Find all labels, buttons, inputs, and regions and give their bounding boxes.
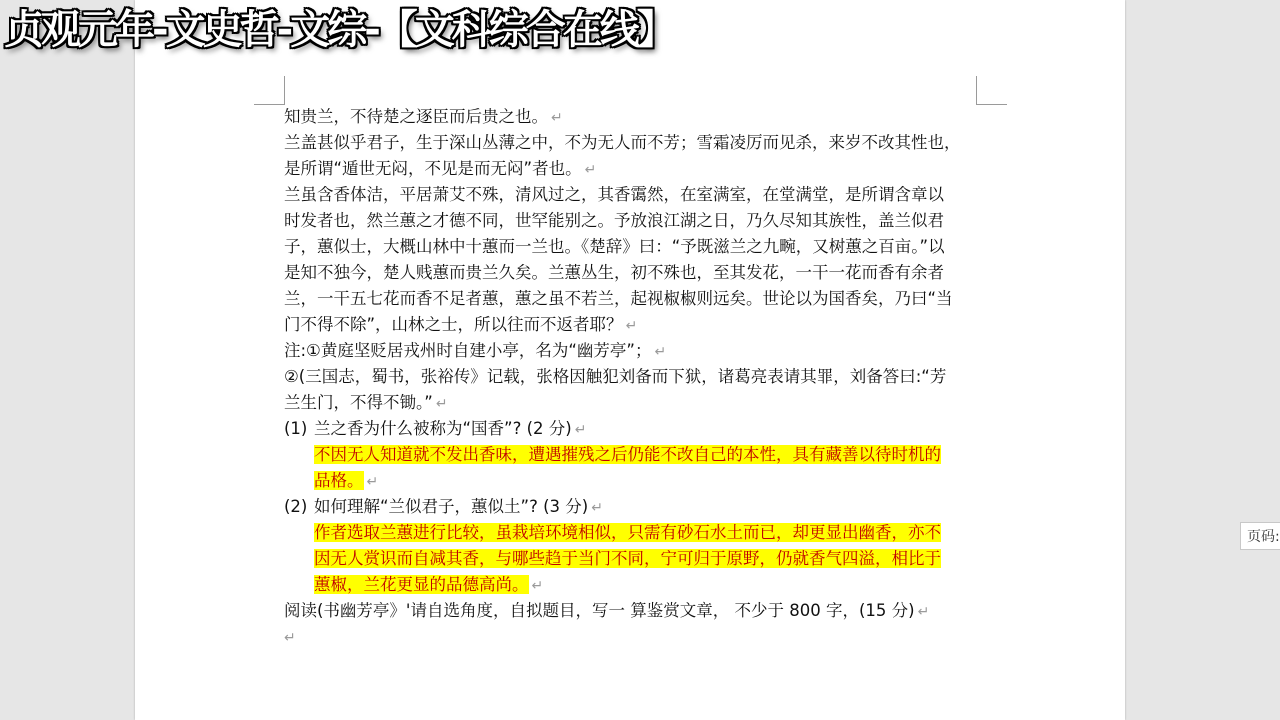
paragraph-mark-icon: ↵ <box>917 604 930 620</box>
question-text: 如何理解“兰似君子，蕙似土”? (3 分) <box>314 497 589 516</box>
paragraph-mark-icon: ↵ <box>591 500 603 516</box>
text-line: 是知不独今，楚人贱蕙而贵兰久矣。兰蕙丛生，初不殊也，至其发花，一干一花而香有余者 <box>284 263 944 282</box>
highlighted-answer: 作者选取兰蕙进行比较，虽栽培环境相似，只需有砂石水土而已，却更显出幽香，亦不 <box>314 523 941 542</box>
paragraph-mark-icon: ↵ <box>584 162 597 178</box>
paragraph-mark-icon: ↵ <box>625 318 638 334</box>
text-line: 兰，一干五七花而香不足者蕙，蕙之虽不若兰，起视椒椒则远矣。世论以为国香矣，乃曰“当 <box>284 289 953 308</box>
paragraph-mark-icon: ↵ <box>531 578 544 594</box>
text-line: 兰虽含香体洁，平居萧艾不殊，清风过之，其香霭然，在室满室，在堂满堂，是所谓含章以 <box>284 185 944 204</box>
text-line: 知贵兰，不待楚之逐臣而后贵之也。 ↵ <box>284 107 563 126</box>
paragraph-mark-icon: ↵ <box>284 630 296 646</box>
question-number: (2) <box>284 497 308 516</box>
channel-watermark: 贞观元年-文史哲-文综-【文科综合在线】 <box>4 7 674 53</box>
highlighted-answer: 品格。 <box>314 471 364 490</box>
document-body[interactable] <box>284 104 976 650</box>
paragraph-mark-icon: ↵ <box>574 422 587 438</box>
question-text: 兰之香为什么被称为“国香”? (2 分) <box>314 419 572 438</box>
paragraph-mark-icon: ↵ <box>654 344 667 360</box>
text-line: 注:①黄庭坚贬居戎州时自建小亭，名为“幽芳亭”； ↵ <box>284 341 667 360</box>
text-line: 时发者也，然兰蕙之才德不同，世罕能别之。予放浪江湖之日，乃久尽知其族性，盖兰似君 <box>284 211 944 230</box>
writing-prompt: 阅读(书幽芳亭》'请自选角度，自拟题目，写一 算鉴赏文章， 不少于 800 字，(15 分) ↵ <box>284 601 930 620</box>
question-1 <box>284 416 976 442</box>
paragraph-mark-icon: ↵ <box>366 474 379 490</box>
question-number: (1) <box>284 419 308 438</box>
highlighted-answer: 不因无人知道就不发出香味，遭遇摧残之后仍能不改自己的本性，具有藏善以待时机的 <box>314 445 941 464</box>
paragraph-mark-icon: ↵ <box>551 110 563 126</box>
page-number-tab[interactable]: 页码: <box>1240 522 1280 550</box>
answer-line <box>284 572 976 598</box>
highlighted-answer: 蕙椒，兰花更显的品德高尚。 <box>314 575 529 594</box>
text-line: 是所谓“遁世无闷，不见是而无闷”者也。 ↵ <box>284 159 597 178</box>
text-line: 子，蕙似士，大概山林中十蕙而一兰也。《楚辞》曰：“予既滋兰之九畹，又树蕙之百亩。”以 <box>284 237 945 256</box>
question-2 <box>284 494 976 520</box>
answer-line <box>284 468 976 494</box>
answer-line <box>284 442 976 468</box>
margin-corner-top-left <box>254 76 285 105</box>
text-line: 门不得不除”，山林之士，所以往而不返者耶？ ↵ <box>284 315 638 334</box>
highlighted-answer: 因无人赏识而自减其香，与哪些趋于当门不同，宁可归于原野，仍就香气四溢，相比于 <box>314 549 941 568</box>
answer-line <box>284 546 976 572</box>
text-line: 兰盖甚似乎君子，生于深山丛薄之中，不为无人而不芳；雪霜凌厉而见杀，来岁不改其性也， <box>284 133 961 152</box>
paragraph-mark-icon: ↵ <box>435 396 448 412</box>
text-line: ②(三国志，蜀书，张裕传》记载，张格因触犯刘备而下狱，诸葛亮表请其罪，刘备答曰:“芳 <box>284 367 947 386</box>
margin-corner-top-right <box>976 76 1007 105</box>
empty-line <box>284 624 976 650</box>
answer-line <box>284 520 976 546</box>
text-line: 兰生门，不得不锄。” ↵ <box>284 393 448 412</box>
